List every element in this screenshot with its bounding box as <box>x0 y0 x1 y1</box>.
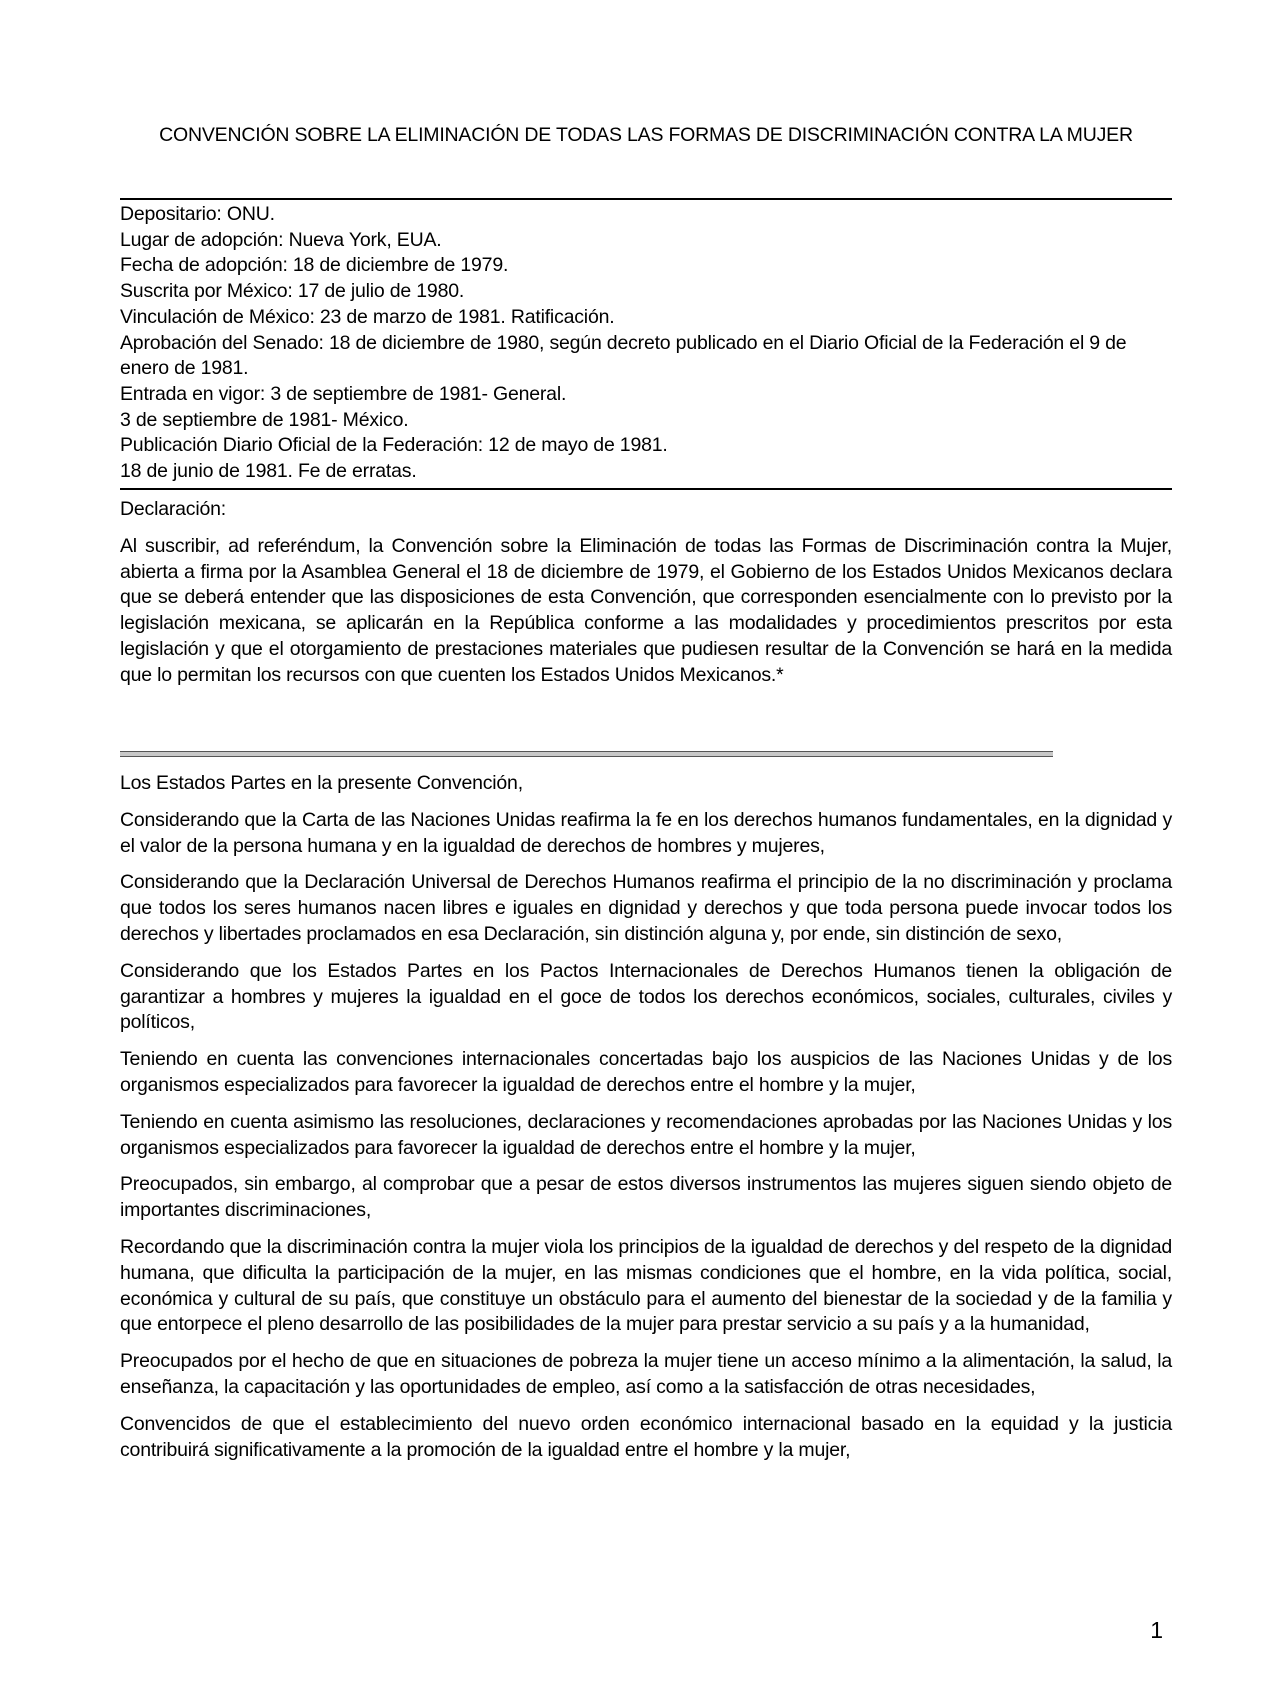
preamble-paragraph: Teniendo en cuenta las convenciones internacionales concertadas bajo los auspicios de las Naciones Unidas y de los organismos especializados para favorecer la igualdad de derechos entre el hombre y la mujer, <box>120 1048 1172 1096</box>
declaration-heading: Declaración: <box>120 498 226 520</box>
preamble-paragraph: Considerando que la Carta de las Naciones Unidas reafirma la fe en los derechos humanos fundamentales, en la dignidad y el valor de la persona humana y en la igualdad de derechos de hombres y mujeres, <box>120 808 1172 857</box>
document-title: CONVENCIÓN SOBRE LA ELIMINACIÓN DE TODAS LAS FORMAS DE DISCRIMINACIÓN CONTRA LA MUJER <box>159 124 1133 146</box>
preamble-paragraph: Considerando que la Declaración Universal de Derechos Humanos reafirma el principio de la no discriminación y proclama que todos los seres humanos nacen libres e iguales en dignidad y derechos y que toda persona puede invocar todos los derechos y libertades proclamados en esa Declaración, sin distinción alguna y, por ende, sin distinción de sexo, <box>120 871 1172 945</box>
preamble-paragraph: Teniendo en cuenta asimismo las resoluciones, declaraciones y recomendaciones aprobadas por las Naciones Unidas y los organismos especializados para favorecer la igualdad de derechos entre el hombre y la mujer, <box>120 1110 1172 1159</box>
section-divider <box>120 751 1053 757</box>
info-adoption-date: Fecha de adopción: 18 de diciembre de 1979. <box>120 254 509 277</box>
info-mexico-binding: Vinculación de México: 23 de marzo de 1981. Ratificación. <box>120 305 615 328</box>
info-senate-approval: Aprobación del Senado: 18 de diciembre de 1980, según decreto publicado en el Diario Oficial de la Federación el 9 de enero de 1981. <box>120 331 1127 380</box>
info-depositary: Depositario: ONU. <box>120 203 275 225</box>
preamble-paragraph: Preocupados por el hecho de que en situaciones de pobreza la mujer tiene un acceso mínimo a la alimentación, la salud, la enseñanza, la capacitación y las oportunidades de empleo, así como a la satisfacción de otras necesidades, <box>120 1350 1172 1398</box>
info-errata: 18 de junio de 1981. Fe de erratas. <box>120 460 417 483</box>
preamble-section <box>120 771 1172 1474</box>
declaration-text: Al suscribir, ad referéndum, la Convención sobre la Eliminación de todas las Formas de Discriminación contra la Mujer, abierta a firma por la Asamblea General el 18 de diciembre de 1979, el Gobierno de los Estados Unidos Mexicanos declara que se deberá entender que las disposiciones de esta Convención, que corresponden esencialmente con lo previsto por la legislación mexicana, se aplicarán en la República conforme a las modalidades y procedimientos prescritos por esta legislación y que el otorgamiento de prestaciones materiales que pudiesen resultar de la Convención se hará en la medida que lo permitan los recursos con que cuenten los Estados Unidos Mexicanos.* <box>120 534 1172 686</box>
preamble-paragraph: Los Estados Partes en la presente Convención, <box>120 772 523 794</box>
info-entry-into-force: Entrada en vigor: 3 de septiembre de 1981- General. <box>120 382 567 405</box>
declaration-section <box>120 497 1172 700</box>
info-signed-by-mexico: Suscrita por México: 17 de julio de 1980. <box>120 280 465 303</box>
preamble-paragraph: Recordando que la discriminación contra la mujer viola los principios de la igualdad de derechos y del respeto de la dignidad humana, que dificulta la participación de la mujer, en las mismas condiciones que el hombre, en la vida política, social, económica y cultural de su país, que constituye un obstáculo para el aumento del bienestar de la sociedad y de la familia y que entorpece el pleno desarrollo de las posibilidades de la mujer para prestar servicio a su país y a la humanidad, <box>120 1235 1172 1336</box>
preamble-paragraph: Convencidos de que el establecimiento del nuevo orden económico internacional basado en la equidad y la justicia contribuirá significativamente a la promoción de la igualdad entre el hombre y la mujer, <box>120 1412 1172 1461</box>
treaty-info-box <box>120 198 1172 490</box>
preamble-paragraph: Considerando que los Estados Partes en los Pactos Internacionales de Derechos Humanos tienen la obligación de garantizar a hombres y mujeres la igualdad en el goce de todos los derechos económicos, sociales, culturales, civiles y políticos, <box>120 959 1172 1034</box>
info-official-publication: Publicación Diario Oficial de la Federación: 12 de mayo de 1981. <box>120 434 668 457</box>
preamble-paragraph: Preocupados, sin embargo, al comprobar que a pesar de estos diversos instrumentos las mujeres siguen siendo objeto de importantes discriminaciones, <box>120 1173 1172 1222</box>
info-adoption-place: Lugar de adopción: Nueva York, EUA. <box>120 228 442 251</box>
page-number: 1 <box>1150 1617 1163 1643</box>
info-entry-into-force-mexico: 3 de septiembre de 1981- México. <box>120 408 409 431</box>
